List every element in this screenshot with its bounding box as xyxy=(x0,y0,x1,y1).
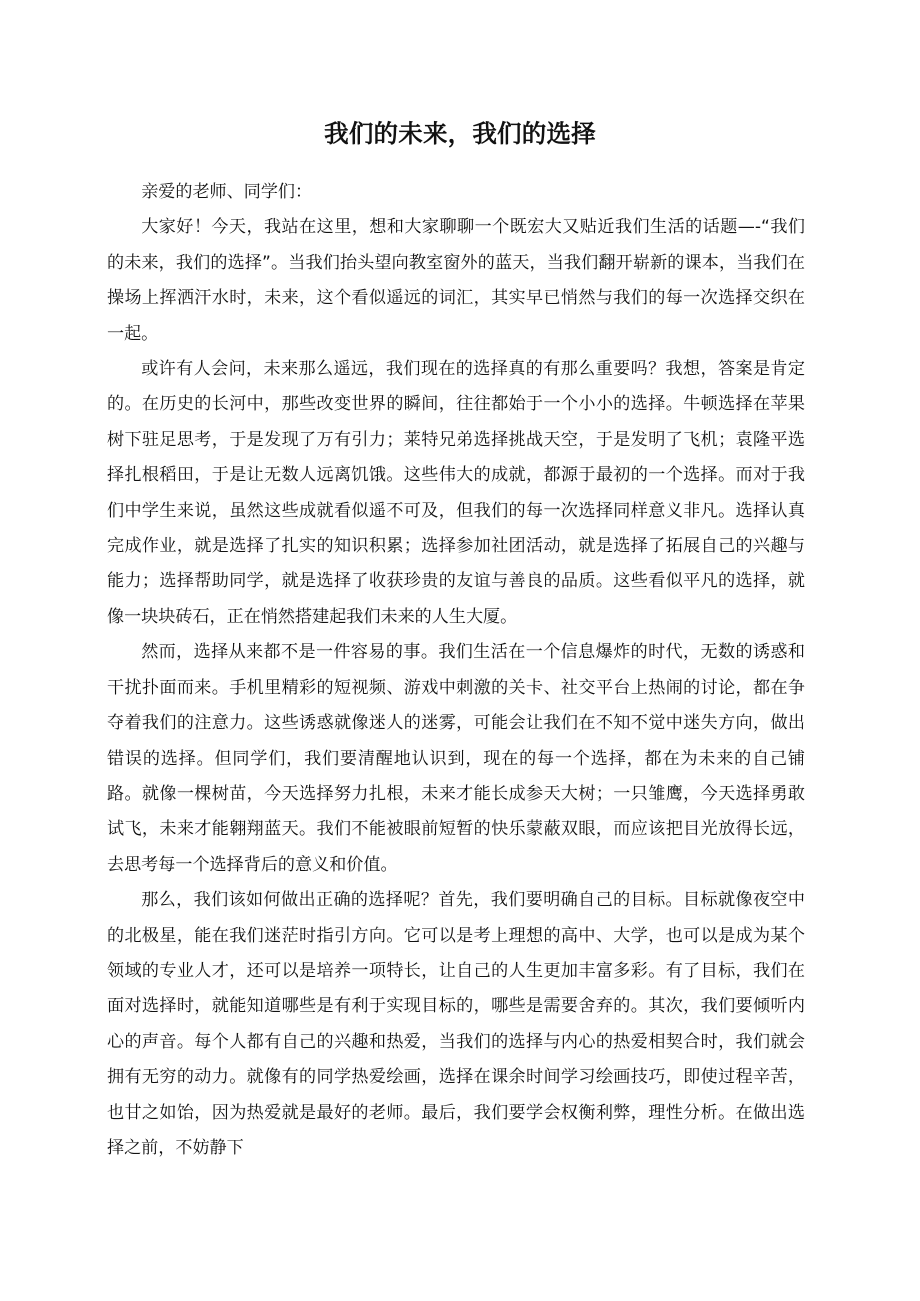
document-body xyxy=(107,175,805,1166)
greeting: 亲爱的老师、同学们： xyxy=(141,182,313,202)
paragraph-2: 或许有人会问，未来那么遥远，我们现在的选择真的有那么重要吗？我想，答案是肯定的。在历史的长河中，那些改变世界的瞬间，往往都始于一个小小的选择。牛顿选择在苹果树下驻足思考，于是发现了万有引力；莱特兄弟选择挑战天空，于是发明了飞机；袁隆平选择扎根稻田，于是让无数人远离饥饿。这些伟大的成就，都源于最初的一个选择。而对于我们中学生来说，虽然这些成就看似遥不可及，但我们的每一次选择同样意义非凡。选择认真完成作业，就是选择了扎实的知识积累；选择参加社团活动，就是选择了拓展自己的兴趣与能力；选择帮助同学，就是选择了收获珍贵的友谊与善良的品质。这些看似平凡的选择，就像一块块砖石，正在悄然搭建起我们未来的人生大厦。 xyxy=(107,359,805,627)
paragraph-3: 然而，选择从来都不是一件容易的事。我们生活在一个信息爆炸的时代，无数的诱惑和干扰扑面而来。手机里精彩的短视频、游戏中刺激的关卡、社交平台上热闹的讨论，都在争夺着我们的注意力。这些诱惑就像迷人的迷雾，可能会让我们在不知不觉中迷失方向，做出错误的选择。但同学们，我们要清醒地认识到，现在的每一个选择，都在为未来的自己铺路。就像一棵树苗，今天选择努力扎根，未来才能长成参天大树；一只雏鹰，今天选择勇敢试飞，未来才能翱翔蓝天。我们不能被眼前短暂的快乐蒙蔽双眼，而应该把目光放得长远，去思考每一个选择背后的意义和价值。 xyxy=(107,642,805,875)
paragraph-1: 大家好！今天，我站在这里，想和大家聊聊一个既宏大又贴近我们生活的话题—-“我们的未来，我们的选择”。当我们抬头望向教室窗外的蓝天，当我们翻开崭新的课本，当我们在操场上挥洒汗水时，未来，这个看似遥远的词汇，其实早已悄然与我们的每一次选择交织在一起。 xyxy=(107,217,805,344)
document-title: 我们的未来，我们的选择 xyxy=(324,119,596,148)
paragraph-4: 那么，我们该如何做出正确的选择呢？首先，我们要明确自己的目标。目标就像夜空中的北极星，能在我们迷茫时指引方向。它可以是考上理想的高中、大学，也可以是成为某个领域的专业人才，还可以是培养一项特长，让自己的人生更加丰富多彩。有了目标，我们在面对选择时，就能知道哪些是有利于实现目标的，哪些是需要舍弃的。其次，我们要倾听内心的声音。每个人都有自己的兴趣和热爱，当我们的选择与内心的热爱相契合时，我们就会拥有无穷的动力。就像有的同学热爱绘画，选择在课余时间学习绘画技巧，即使过程辛苦，也甘之如饴，因为热爱就是最好的老师。最后，我们要学会权衡利弊，理性分析。在做出选择之前，不妨静下 xyxy=(107,890,805,1158)
